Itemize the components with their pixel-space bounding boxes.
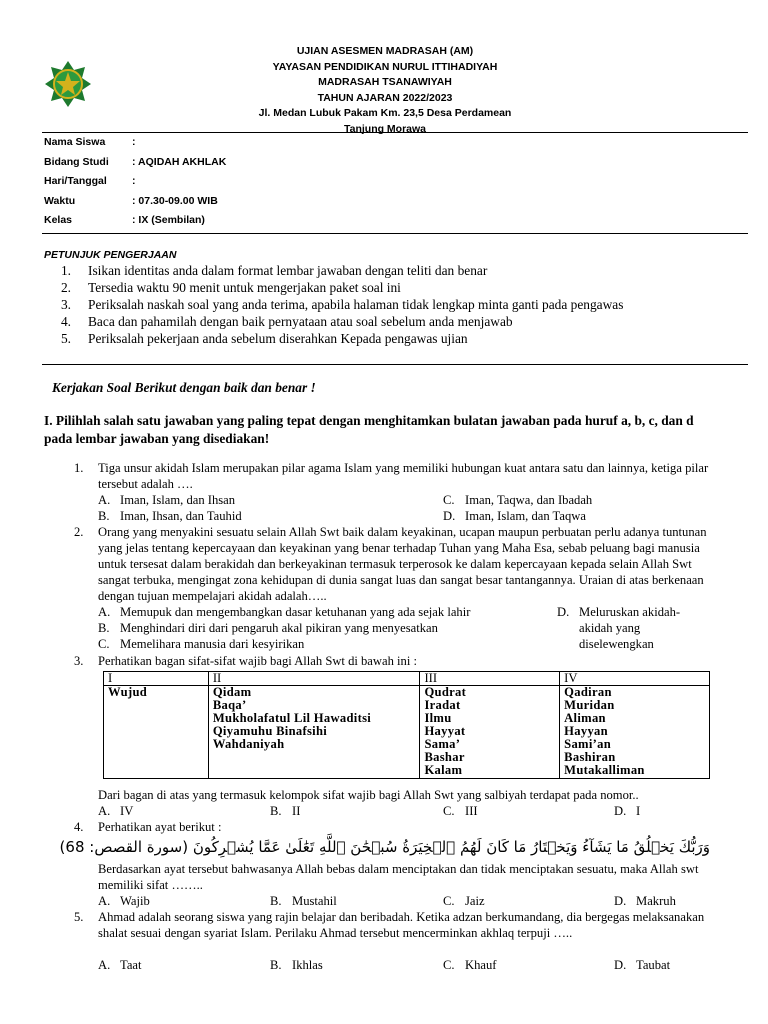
- question-3-stem: Dari bagan di atas yang termasuk kelompok sifat wajib bagi Allah Swt yang salbiyah terdapat pada nomor..: [98, 788, 639, 802]
- instructions-title: PETUNJUK PENGERJAAN: [44, 249, 177, 261]
- instructions-divider: [42, 364, 748, 365]
- option-c: C. III: [443, 804, 478, 818]
- table-header: II: [208, 672, 420, 686]
- option-c: C. Memelihara manusia dari kesyirikan: [98, 637, 305, 651]
- option-c: C. Khauf: [443, 958, 497, 972]
- identity-divider: [42, 233, 748, 234]
- list-item: 5. Periksalah pekerjaan anda sebelum diserahkan Kepada pengawas ujian: [60, 331, 468, 346]
- student-identity: [44, 136, 226, 234]
- question-text: Perhatikan ayat berikut :: [98, 820, 222, 834]
- option-d: D. I: [614, 804, 641, 818]
- table-header: I: [104, 672, 209, 686]
- list-item: 1. Isikan identitas anda dalam format lembar jawaban dengan teliti dan benar: [60, 263, 488, 278]
- list-item: 2. Tersedia waktu 90 menit untuk mengerjakan paket soal ini: [60, 280, 401, 295]
- header-line-address: Jl. Medan Lubuk Pakam Km. 23,5 Desa Perdamean: [258, 107, 512, 119]
- header-line-school: MADRASAH TSANAWIYAH: [318, 76, 452, 88]
- identity-row: Bidang Studi : AQIDAH AKHLAK: [44, 155, 227, 168]
- section-title: I. Pilihlah salah satu jawaban yang paling tepat dengan menghitamkan bulatan jawaban pada huruf a, b, c, dan d pada lembar jawaban yang disediakan!: [44, 413, 694, 446]
- command-text: Kerjakan Soal Berikut dengan baik dan benar !: [52, 380, 316, 395]
- madrasah-logo-icon: [44, 60, 92, 108]
- question-4-stem: Berdasarkan ayat tersebut bahwasanya Allah bebas dalam menciptakan dan tidak menciptakan sesuatu, maka Allah swt memiliki sifat ……..: [98, 862, 699, 892]
- table-cell: Qadiran Muridan Aliman Hayyan Sami’an Bashiran Mutakalliman: [560, 686, 710, 779]
- option-b: B. Menghindari diri dari pengaruh akal pikiran yang menyesatkan: [98, 621, 438, 635]
- option-a: A. Wajib: [98, 894, 150, 908]
- option-b: B. II: [270, 804, 301, 818]
- identity-row: Waktu : 07.30-09.00 WIB: [44, 194, 218, 207]
- header-line-year: TAHUN AJARAN 2022/2023: [317, 91, 453, 104]
- option-d-cont: akidah yang: [579, 621, 641, 635]
- table-header: III: [420, 672, 560, 686]
- question-text: Orang yang menyakini sesuatu selain Allah Swt baik dalam keyakinan, ucapan maupun perbuatan perlu adanya tuntunan yang jelas tentang kepercayaan dan keyakinan yang benar terhadap Tuhan yang Maha Esa, sebab peluang bagi manusia untuk tersesat dalam berakidah dan berkeyakinan termasuk terperosok ke dalam kepercayaan kepada selain Allah Swt sangat terbuka, mengingat zona kehidupan di dunia sangat luas dan sangat besar tantangannya. Uraian di atas berkenaan dengan tujuan mempelajari akidah adalah…..: [98, 525, 707, 603]
- option-a: A. Taat: [98, 958, 142, 972]
- option-b: B. Iman, Ihsan, dan Tauhid: [98, 509, 242, 523]
- question-text: Tiga unsur akidah Islam merupakan pilar agama Islam yang memiliki hubungan kuat antara satu dan lainnya, ketiga pilar tersebut adalah ….: [98, 461, 709, 491]
- list-item: 3. Periksalah naskah soal yang anda terima, apabila halaman tidak lengkap minta ganti pada pengawas: [60, 297, 624, 312]
- header-line-city: Tanjung Morawa: [343, 122, 427, 135]
- option-d: D. Makruh: [614, 894, 676, 908]
- identity-row: Hari/Tanggal :: [44, 175, 136, 188]
- header-divider: [42, 132, 748, 133]
- option-d: D. Iman, Islam, dan Taqwa: [443, 509, 586, 523]
- option-c: C. Jaiz: [443, 894, 485, 908]
- question-text: Ahmad adalah seorang siswa yang rajin belajar dan beribadah. Ketika adzan berkumandang, dia bergegas melaksanakan shalat sesuai dengan syariat Islam. Perilaku Ahmad tersebut mencerminkan akhlaq terpuji …..: [98, 910, 705, 940]
- option-b: B. Ikhlas: [270, 958, 323, 972]
- option-a: A. Memupuk dan mengembangkan dasar ketuhanan yang ada sejak lahir: [98, 605, 471, 619]
- identity-row: Kelas : IX (Sembilan): [44, 214, 205, 227]
- question-text: Perhatikan bagan sifat-sifat wajib bagi Allah Swt di bawah ini :: [98, 654, 417, 668]
- table-header: IV: [560, 672, 710, 686]
- option-a: A. Iman, Islam, dan Ihsan: [98, 493, 236, 507]
- header-line-foundation: YAYASAN PENDIDIKAN NURUL ITTIHADIYAH: [272, 60, 498, 73]
- option-b: B. Mustahil: [270, 894, 337, 908]
- table-cell: Wujud: [104, 686, 209, 779]
- header-line-exam: UJIAN ASESMEN MADRASAH (AM): [296, 45, 474, 57]
- option-c: C. Iman, Taqwa, dan Ibadah: [443, 493, 593, 507]
- option-a: A. IV: [98, 804, 134, 818]
- option-d-cont: diselewengkan: [579, 637, 654, 651]
- identity-row: Nama Siswa :: [44, 136, 136, 148]
- option-d: D. Taubat: [614, 958, 671, 972]
- list-item: 4. Baca dan pahamilah dengan baik pernyataan atau soal sebelum anda menjawab: [60, 314, 513, 329]
- school-header: [180, 44, 590, 137]
- table-cell: Qudrat Iradat Ilmu Hayyat Sama’ Bashar Kalam: [420, 686, 560, 779]
- option-d: D. Meluruskan akidah-: [557, 605, 681, 619]
- sifat-wajib-table: [103, 671, 710, 779]
- quran-verse: وَرَبُّكَ يَخۡلُقُ مَا يَشَآءُ وَيَخۡتَارُ مَا كَانَ لَهُمُ ٱلۡخِيَرَةُ سُبۡحَٰنَ ٱللَّهِ تَعَٰلَىٰ عَمَّا يُشۡرِكُونَ (سورة القصص: 68): [59, 838, 710, 856]
- table-cell: Qidam Baqa’ Mukholafatul Lil Hawaditsi Qiyamuhu Binafsihi Wahdaniyah: [208, 686, 420, 779]
- instructions-list: [44, 262, 623, 347]
